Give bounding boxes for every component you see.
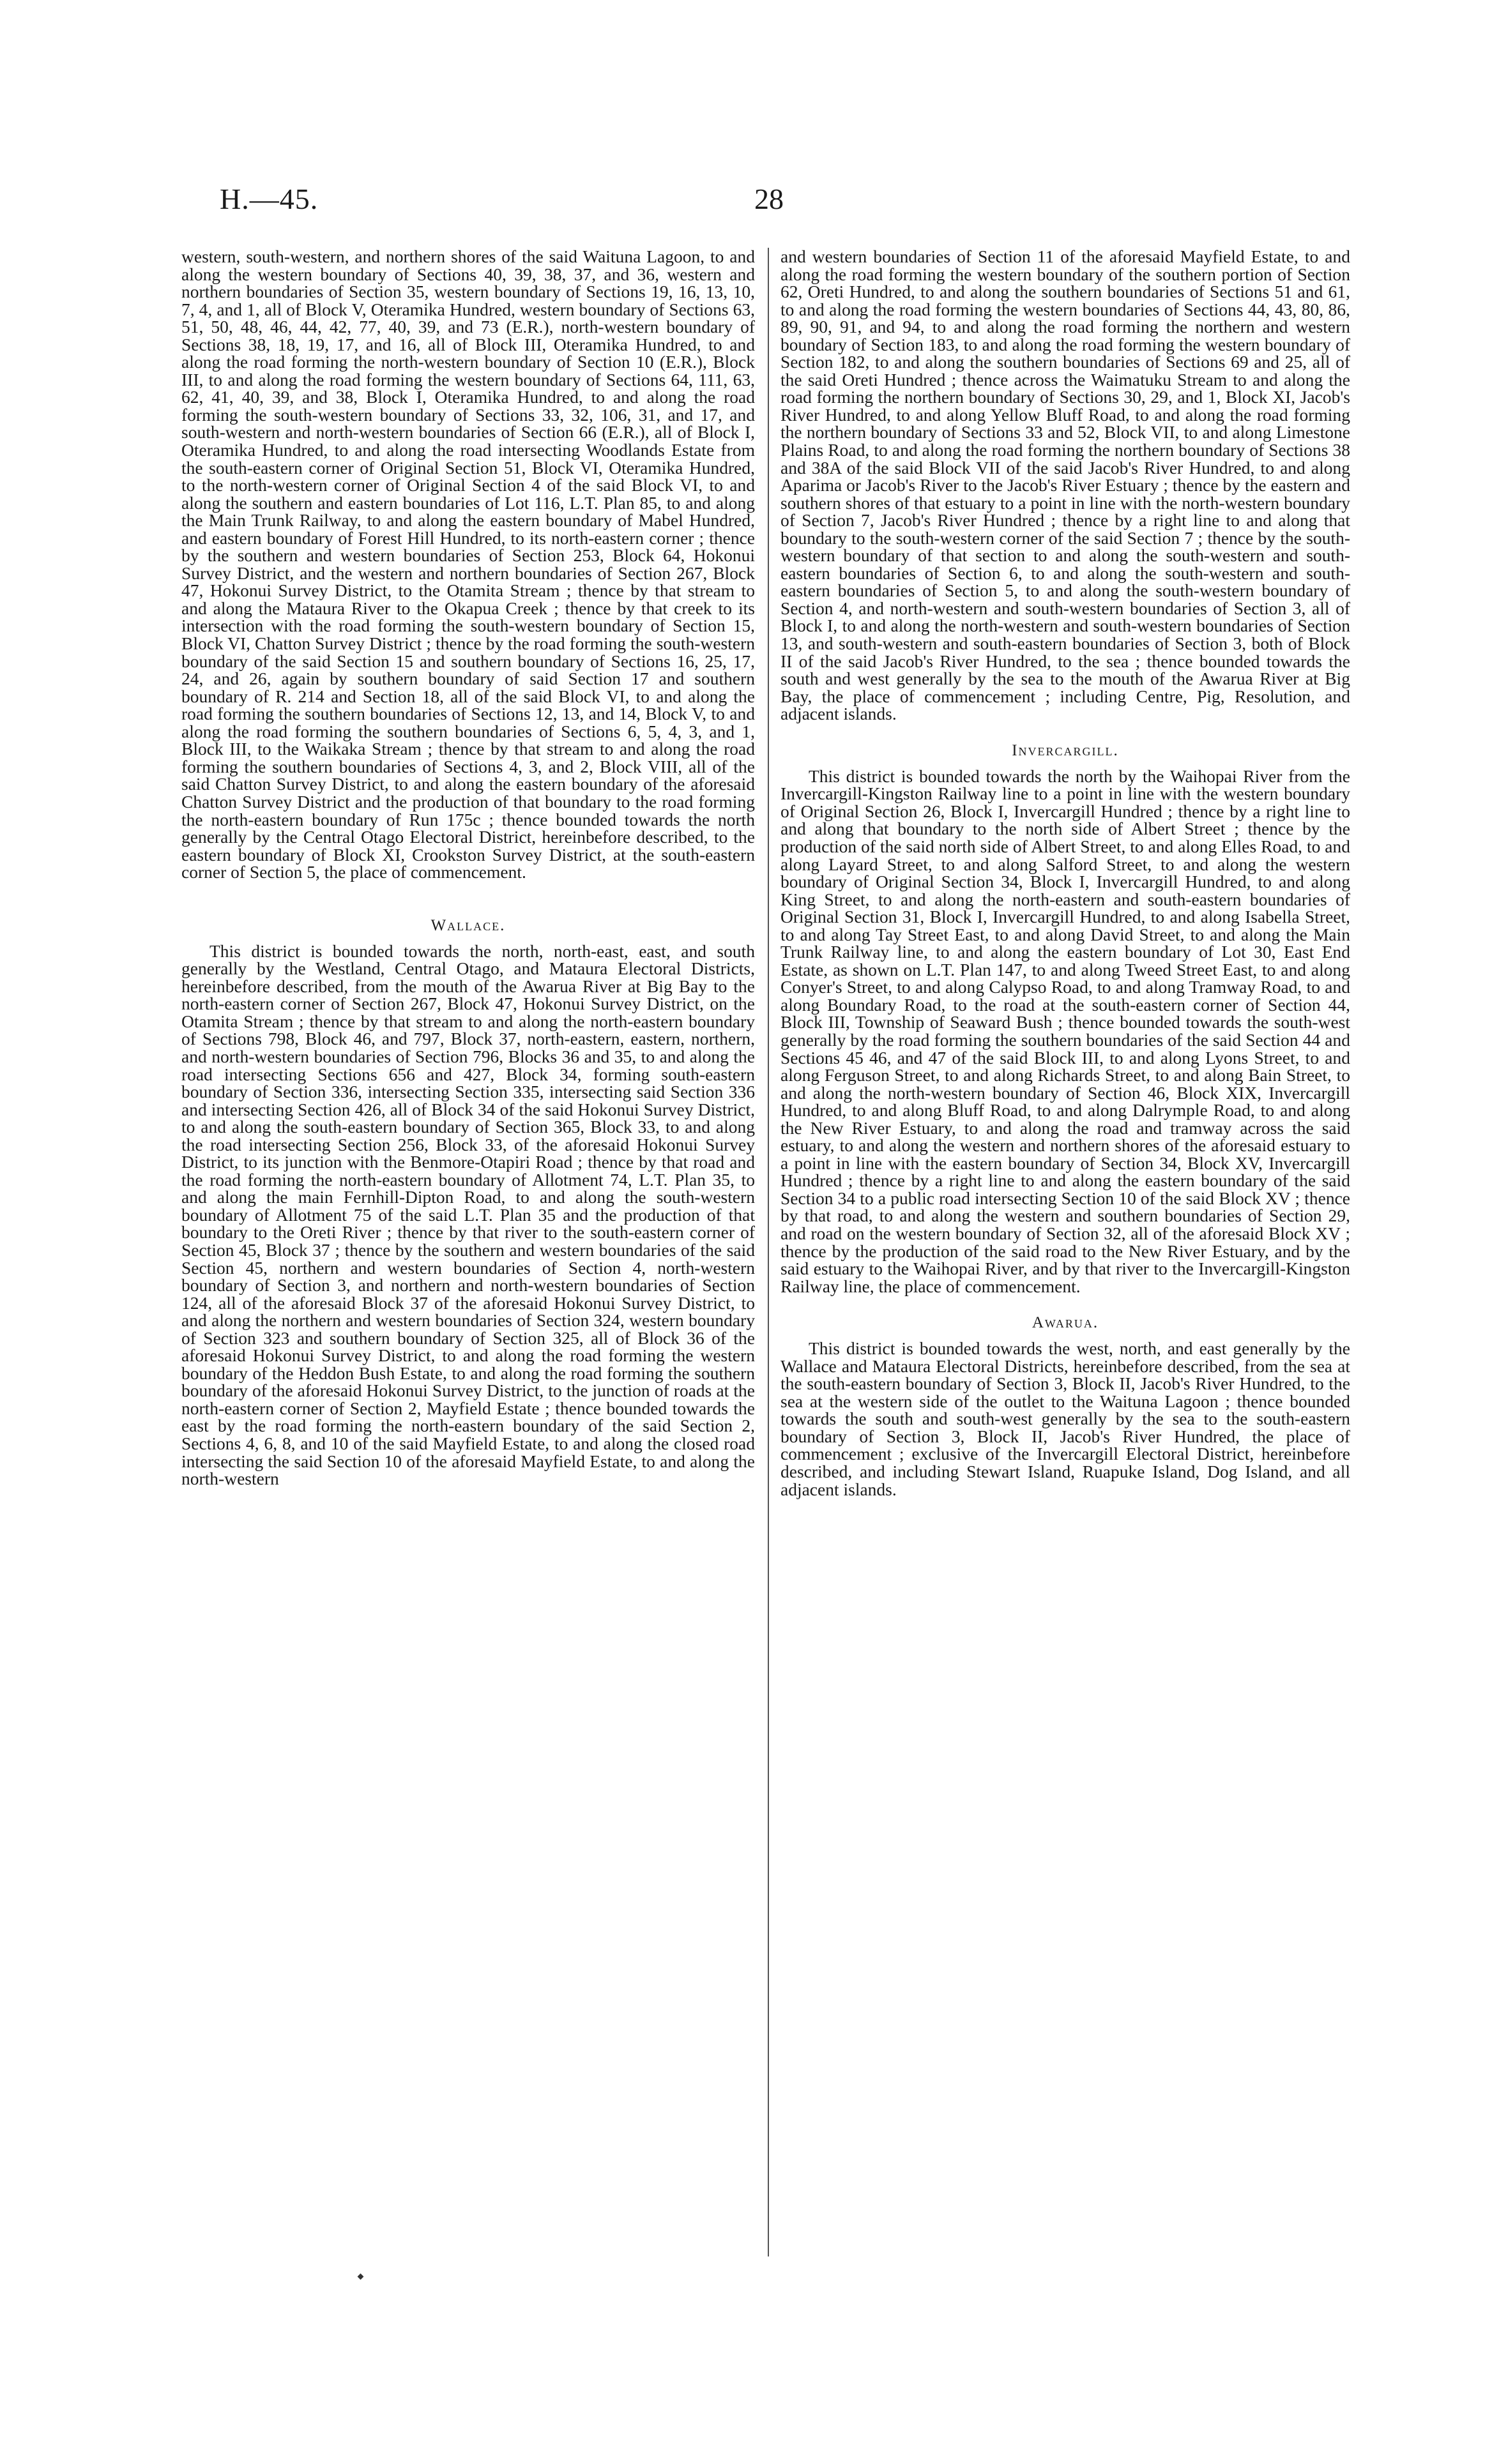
page-number: 28 (754, 183, 784, 215)
awarua-paragraph: This district is bounded towards the west, north, and east generally by the Wallace and Mataura Electoral Districts, hereinbefore described, from the sea at the south-eastern boundary of Section 3, Block II, Jacob's River Hundred, to the sea at the western side of the outlet to the Waituna Lagoon ; thence bounded towards the south and south-west generally by the sea to the south-eastern boundary of Section 3, Block II, Jacob's River Hundred, the place of commencement ; exclusive of the Invercargill Electoral District, hereinbefore described, and including Stewart Island, Ruapuke Island, Dog Island, and all adjacent islands. (780, 1338, 1350, 1499)
invercargill-paragraph: This district is bounded towards the north by the Waihopai River from the Invercargill-Kingston Railway line to a point in line with the western boundary of Original Section 26, Block I, Invercargill Hundred ; thence by a right line to and along that boundary to the north side of Albert Street ; thence by the production of the said north side of Albert Street, to and along Elles Road, to and along Layard Street, to and along Salford Street, to and along the western boundary of Original Section 34, Block I, Invercargill Hundred, to and along King Street, to and along the north-eastern and south-eastern boundaries of Original Section 31, Block I, Invercargill Hundred, to and along Isabella Street, to and along Tay Street East, to and along David Street, to and along the Main Trunk Railway line, to and along the eastern boundary of Lot 30, East End Estate, as shown on L.T. Plan 147, to and along Tweed Street East, to and along Conyer's Street, to and along Calypso Road, to and along Tramway Road, to and along Boundary Road, to the road at the south-eastern corner of Section 44, Block III, Township of Seaward Bush ; thence bounded towards the south-west generally by the road forming the southern boundaries of the said Section 44 and Sections 45 46, and 47 of the said Block III, to and along Lyons Street, to and along Ferguson Street, to and along Richards Street, to and along Bain Street, to and along the north-western boundary of Section 46, Block XIX, Invercargill Hundred, to and along Bluff Road, to and along Dalrymple Road, to and along the New River Estuary, to and along the road and tramway across the said estuary, to and along the western and northern shores of the aforesaid estuary to a point in line with the eastern boundary of Section 34, Block XV, Invercargill Hundred ; thence by a right line to and along the eastern boundary of the said Section 34 to a public road intersecting Section 10 of the said Block XV ; thence by that road, to and along the western and southern boundaries of Section 29, and road on the western boundary of Section 32, all of the aforesaid Block XV ; thence by the production of the said road to the New River Estuary, and by the said estuary to the Waihopai River, and by that river to the Invercargill-Kingston Railway line, the place of commencement. (780, 766, 1350, 1296)
report-reference: H.—45. (220, 183, 319, 215)
left-column (181, 248, 755, 1488)
mataura-continuation-paragraph: western, south-western, and northern shores of the said Waituna Lagoon, to and along the western boundary of Sections 40, 39, 38, 37, and 36, western and northern boundaries of Section 35, western boundary of Sections 19, 16, 13, 10, 7, 4, and 1, all of Block V, Oteramika Hundred, western boundary of Sections 63, 51, 50, 48, 46, 44, 42, 77, 40, 39, and 73 (E.R.), north-western boundary of Sections 38, 18, 19, 17, and 16, all of Block III, Oteramika Hundred, to and along the road forming the north-western boundary of Section 10 (E.R.), Block III, to and along the road forming the western boundary of Sections 64, 111, 63, 62, 41, 40, 39, and 38, Block I, Oteramika Hundred, to and along the road forming the south-western boundary of Sections 33, 32, 106, 31, and 17, and south-western and north-western boundaries of Section 66 (E.R.), all of Block I, Oteramika Hundred, to and along the road intersecting Woodlands Estate from the south-eastern corner of Original Section 51, Block VI, Oteramika Hundred, to the north-western corner of Original Section 4 of the said Block VI, to and along the southern and eastern boundaries of Lot 116, L.T. Plan 85, to and along the Main Trunk Railway, to and along the eastern boundary of Mabel Hundred, and eastern boundary of Forest Hill Hundred, to its north-eastern corner ; thence by the southern and western boundaries of Section 253, Block 64, Hokonui Survey District, and the western and northern boundaries of Section 267, Block 47, Hokonui Survey District, to the Otamita Stream ; thence by that stream to and along the Mataura River to the Okapua Creek ; thence by that creek to its intersection with the road forming the south-western boundary of Section 15, Block VI, Chatton Survey District ; thence by the road forming the south-western boundary of the said Section 15 and southern boundary of Sections 16, 25, 17, 24, and 26, again by southern boundary of said Section 17 and southern boundary of R. 214 and Section 18, all of the said Block VI, to and along the road forming the southern boundaries of Sections 12, 13, and 14, Block V, to and along the road forming the southern boundaries of Sections 6, 5, 4, 3, and 1, Block III, to the Waikaka Stream ; thence by that stream to and along the road forming the southern boundaries of Sections 4, 3, and 2, Block VIII, all of the said Chatton Survey District, to and along the eastern boundary of the aforesaid Chatton Survey District and the production of that boundary to the road forming the north-eastern boundary of Run 175c ; thence bounded towards the north generally by the Central Otago Electoral District, hereinbefore described, to the eastern boundary of Block XI, Crookston Survey District, at the south-eastern corner of Section 5, the place of commencement. (181, 246, 755, 882)
wallace-continuation-paragraph: and western boundaries of Section 11 of the aforesaid Mayfield Estate, to and along the road forming the western boundary of the southern portion of Section 62, Oreti Hundred, to and along the southern boundaries of Sections 51 and 61, to and along the road forming the western boundaries of Sections 44, 43, 80, 86, 89, 90, 91, and 94, to and along the road forming the northern and western boundary of Section 183, to and along the road forming the western boundary of Section 182, to and along the southern boundaries of Sections 69 and 25, all of the said Oreti Hundred ; thence across the Waimatuku Stream to and along the road forming the northern boundary of Sections 30, 29, and 1, Block XI, Jacob's River Hundred, to and along Yellow Bluff Road, to and along the road forming the northern boundary of Sections 33 and 52, Block VII, to and along Limestone Plains Road, to and along the road forming the northern boundary of Sections 38 and 38A of the said Block VII of the said Jacob's River Hundred, to and along Aparima or Jacob's River to the Jacob's River Estuary ; thence by the eastern and southern shores of that estuary to a point in line with the north-western boundary of Section 7, Jacob's River Hundred ; thence by a right line to and along that boundary to the south-western corner of the said Section 7 ; thence by the south-western boundary of that section to and along the south-western and south-eastern boundaries of Section 6, to and along the south-western and south-eastern boundaries of Section 5, to and along the south-western boundary of Section 4, and north-western and south-western boundaries of Section 3, all of Block I, to and along the north-western and south-western boundaries of Section 13, and south-western and south-eastern boundaries of Section 3, both of Block II of the said Jacob's River Hundred, to the sea ; thence bounded towards the south and west generally by the sea to the mouth of the Awarua River at Big Bay, the place of commencement ; including Centre, Pig, Resolution, and adjacent islands. (780, 246, 1350, 724)
print-speck (358, 2274, 364, 2280)
column-divider (768, 248, 769, 2256)
wallace-heading: Wallace. (430, 916, 506, 934)
awarua-heading: Awarua. (1031, 1314, 1099, 1332)
right-column (780, 248, 1350, 1498)
wallace-paragraph: This district is bounded towards the north, north-east, east, and south generally by the Westland, Central Otago, and Mataura Electoral Districts, hereinbefore described, from the mouth of the Awarua River at Big Bay to the north-eastern corner of Section 267, Block 47, Hokonui Survey District, on the Otamita Stream ; thence by that stream to and along the north-eastern boundary of Sections 798, Block 46, and 797, Block 37, north-eastern, eastern, northern, and north-western boundaries of Section 796, Blocks 36 and 35, to and along the road intersecting Sections 656 and 427, Block 34, forming south-eastern boundary of Section 336, intersecting Section 335, intersecting said Section 336 and intersecting Section 426, all of Block 34 of the said Hokonui Survey District, to and along the south-eastern boundary of Section 365, Block 33, to and along the road intersecting Section 256, Block 33, of the aforesaid Hokonui Survey District, to its junction with the Benmore-Otapiri Road ; thence by that road and the road forming the north-eastern boundary of Allotment 74, L.T. Plan 35, to and along the main Fernhill-Dipton Road, to and along the south-western boundary of Allotment 75 of the said L.T. Plan 35 and the production of that boundary to the Oreti River ; thence by that river to the south-eastern corner of Section 45, Block 37 ; thence by the southern and western boundaries of the said Section 45, northern and western boundaries of Section 4, north-western boundary of Section 3, and northern and north-western boundaries of Section 124, all of the aforesaid Block 37 of the aforesaid Hokonui Survey District, to and along the northern and western boundaries of Section 324, western boundary of Section 323 and southern boundary of Section 325, all of Block 36 of the aforesaid Hokonui Survey District, to and along the road forming the western boundary of the Heddon Bush Estate, to and along the road forming the southern boundary of the aforesaid Hokonui Survey District, to the junction of roads at the north-eastern corner of Section 2, Mayfield Estate ; thence bounded towards the east by the road forming the north-eastern boundary of the said Section 2, Sections 4, 6, 8, and 10 of the said Mayfield Estate, to and along the closed road intersecting the said Section 10 of the aforesaid Mayfield Estate, to and along the north-western (181, 941, 755, 1489)
invercargill-heading: Invercargill. (1012, 741, 1119, 759)
